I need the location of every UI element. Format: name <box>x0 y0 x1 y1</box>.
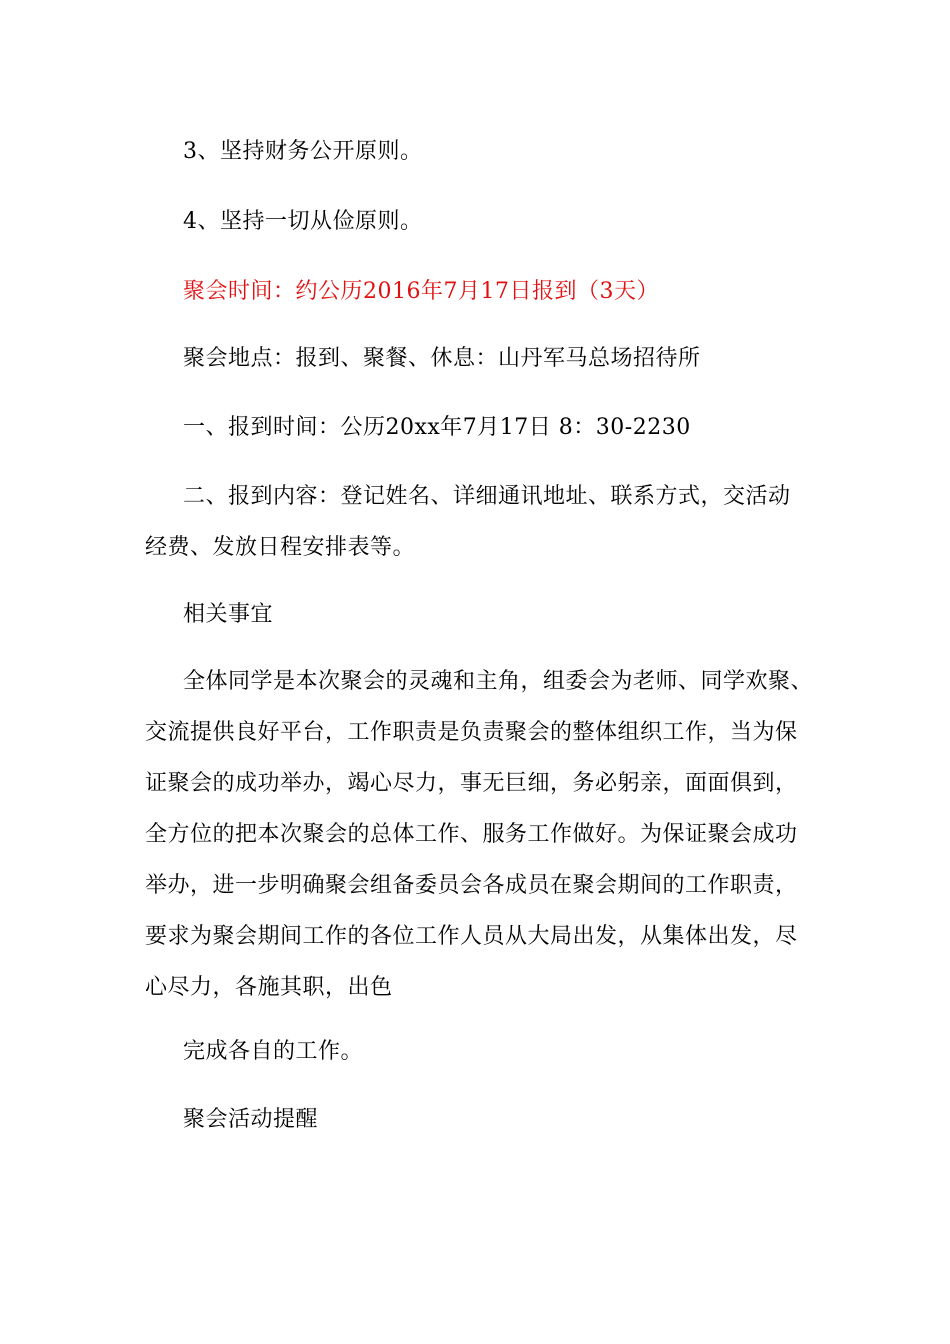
reminder-heading: 聚会活动提醒 <box>183 1107 319 1132</box>
body-line-5: 举办，进一步明确聚会组备委员会各成员在聚会期间的工作职责， <box>145 873 798 898</box>
body-line-1: 全体同学是本次聚会的灵魂和主角，组委会为老师、同学欢聚、 <box>183 669 814 694</box>
meeting-time: 聚会时间：约公历2016年7月17日报到（3天） <box>183 279 659 304</box>
meeting-place: 聚会地点：报到、聚餐、休息：山丹军马总场招待所 <box>183 346 701 371</box>
item-frugality: 4、坚持一切从俭原则。 <box>183 209 423 234</box>
body-line-6: 要求为聚会期间工作的各位工作人员从大局出发，从集体出发，尽 <box>145 924 798 949</box>
checkin-time: 一、报到时间：公历20xx年7月17日 8：30-2230 <box>183 415 691 440</box>
body-line-3: 证聚会的成功举办，竭心尽力，事无巨细，务必躬亲，面面俱到， <box>145 771 798 796</box>
body-paragraph <box>145 667 814 1017</box>
body-line-2: 交流提供良好平台，工作职责是负责聚会的整体组织工作，当为保 <box>145 720 798 745</box>
item-financial-transparency: 3、坚持财务公开原则。 <box>183 139 423 164</box>
body-line-7: 心尽力，各施其职，出色 <box>145 975 393 1000</box>
body-line-4: 全方位的把本次聚会的总体工作、服务工作做好。为保证聚会成功 <box>145 822 798 847</box>
complete-work: 完成各自的工作。 <box>183 1039 364 1064</box>
related-heading: 相关事宜 <box>183 602 274 627</box>
checkin-content <box>145 482 810 577</box>
checkin-content-line-2: 经费、发放日程安排表等。 <box>145 535 416 560</box>
checkin-content-line-1: 二、报到内容：登记姓名、详细通讯地址、联系方式，交活动 <box>183 484 791 509</box>
